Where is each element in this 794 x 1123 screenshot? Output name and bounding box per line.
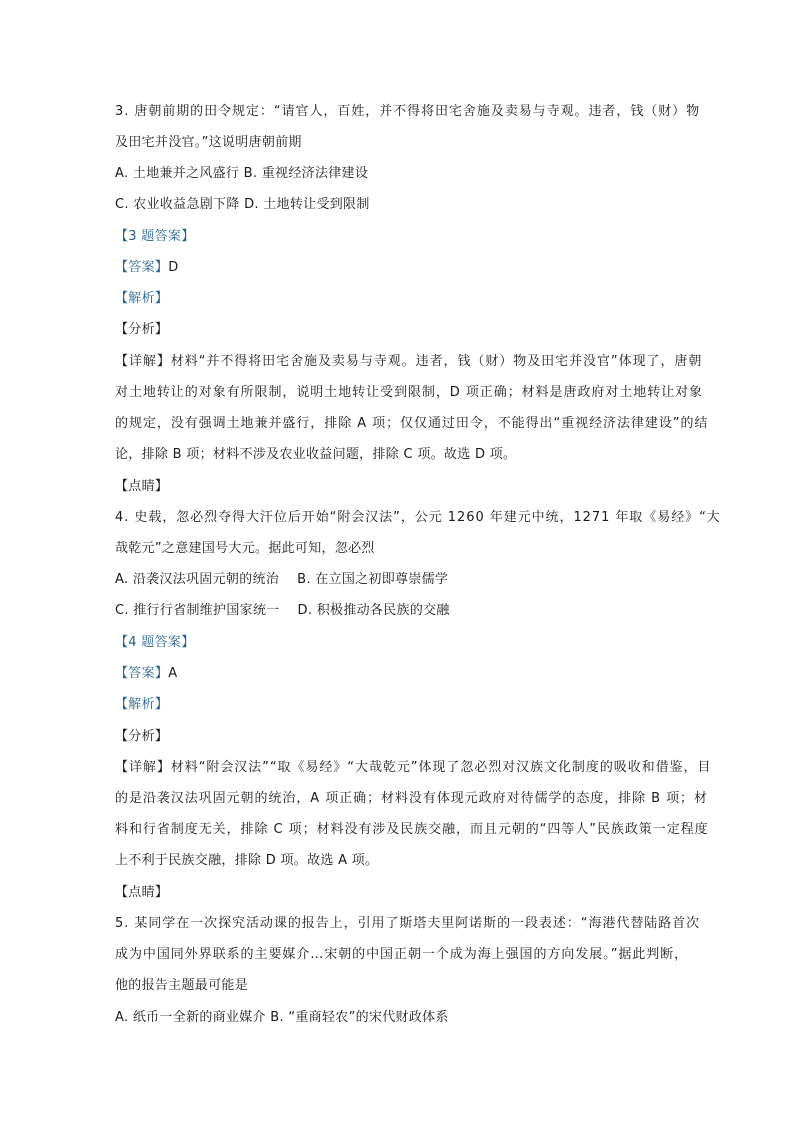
q5-stem-line1: 5. 某同学在一次探究活动课的报告上，引用了斯塔夫里阿诺斯的一段表述：“海港代替陆路首次	[115, 916, 701, 931]
q3-detail-line1: 【详解】材料“并不得将田宅舍施及卖易与寺观。违者，钱（财）物及田宅并没官”体现了，唐朝	[115, 354, 703, 369]
q4-fenxi-tag: 【分析】	[115, 729, 169, 744]
q5-options-row1: A. 纸币一全新的商业媒介 B. “重商轻农”的宋代财政体系	[115, 1010, 449, 1025]
q3-stem-line1: 3. 唐朝前期的田令规定：“请官人，百姓，并不得将田宅舍施及卖易与寺观。违者，钱（财）物	[115, 104, 701, 119]
q5-stem-line3: 他的报告主题最可能是	[115, 978, 249, 993]
q3-dianjing-tag: 【点睛】	[115, 479, 169, 494]
q4-detail-line4: 上不利于民族交融，排除 D 项。故选 A 项。	[115, 853, 379, 868]
q4-detail-line2: 的是沿袭汉法巩固元朝的统治，A 项正确；材料没有体现元政府对待儒学的态度，排除 B 项；材	[115, 791, 708, 806]
q3-answer	[115, 259, 705, 277]
q3-options-row1: A. 土地兼并之风盛行 B. 重视经济法律建设	[115, 166, 369, 181]
q5-stem-line2: 成为中国同外界联系的主要媒介…宋朝的中国正朝一个成为海上强国的方向发展。”据此判断，	[115, 947, 689, 962]
q3-jiexi-tag: 【解析】	[115, 291, 169, 306]
q3-detail-line2: 对土地转让的对象有所限制，说明土地转让受到限制，D 项正确；材料是唐政府对土地转让对象	[115, 385, 703, 400]
q4-answer-value: A	[168, 666, 178, 681]
q4-options-row2	[115, 602, 705, 620]
q4-option-d: D. 积极推动各民族的交融	[297, 603, 450, 618]
q3-answer-value: D	[168, 260, 179, 275]
q3-fenxi-tag: 【分析】	[115, 322, 169, 337]
q4-detail-line3: 料和行省制度无关，排除 C 项；材料没有涉及民族交融，而且元朝的“四等人”民族政策一定程度	[115, 822, 709, 837]
q4-answer-block-tag: 【4 题答案】	[115, 635, 195, 650]
q4-option-c: C. 推行行省制维护国家统一	[115, 603, 280, 618]
q3-answer-block-tag: 【3 题答案】	[115, 229, 195, 244]
q4-answer-label: 【答案】	[115, 666, 169, 681]
q3-stem-line2: 及田宅并没官。”这说明唐朝前期	[115, 135, 302, 150]
q4-jiexi-tag: 【解析】	[115, 697, 169, 712]
q3-options-row2: C. 农业收益急剧下降 D. 土地转让受到限制	[115, 197, 370, 212]
q4-option-a: A. 沿袭汉法巩固元朝的统治	[115, 572, 280, 587]
q4-options-row1	[115, 571, 705, 589]
q4-option-b: B. 在立国之初即尊崇儒学	[297, 572, 449, 587]
q4-dianjing-tag: 【点睛】	[115, 885, 169, 900]
q3-detail-line3: 的规定，没有强调土地兼并盛行，排除 A 项；仅仅通过田令，不能得出“重视经济法律建设”的结	[115, 416, 709, 431]
q3-detail-line4: 论，排除 B 项；材料不涉及农业收益问题，排除 C 项。故选 D 项。	[115, 447, 517, 462]
q3-answer-label: 【答案】	[115, 260, 169, 275]
q4-detail-line1: 【详解】材料“附会汉法”“取《易经》“大哉乾元”体现了忽必烈对汉族文化制度的吸收和借鉴，目	[115, 760, 712, 775]
q4-stem-line1: 4. 史载，忽必烈夺得大汗位后开始“附会汉法”，公元 1260 年建元中统，1271 年取《易经》“大	[115, 510, 721, 525]
q4-answer	[115, 665, 705, 683]
q4-stem-line2: 哉乾元”之意建国号大元。据此可知，忽必烈	[115, 541, 375, 556]
